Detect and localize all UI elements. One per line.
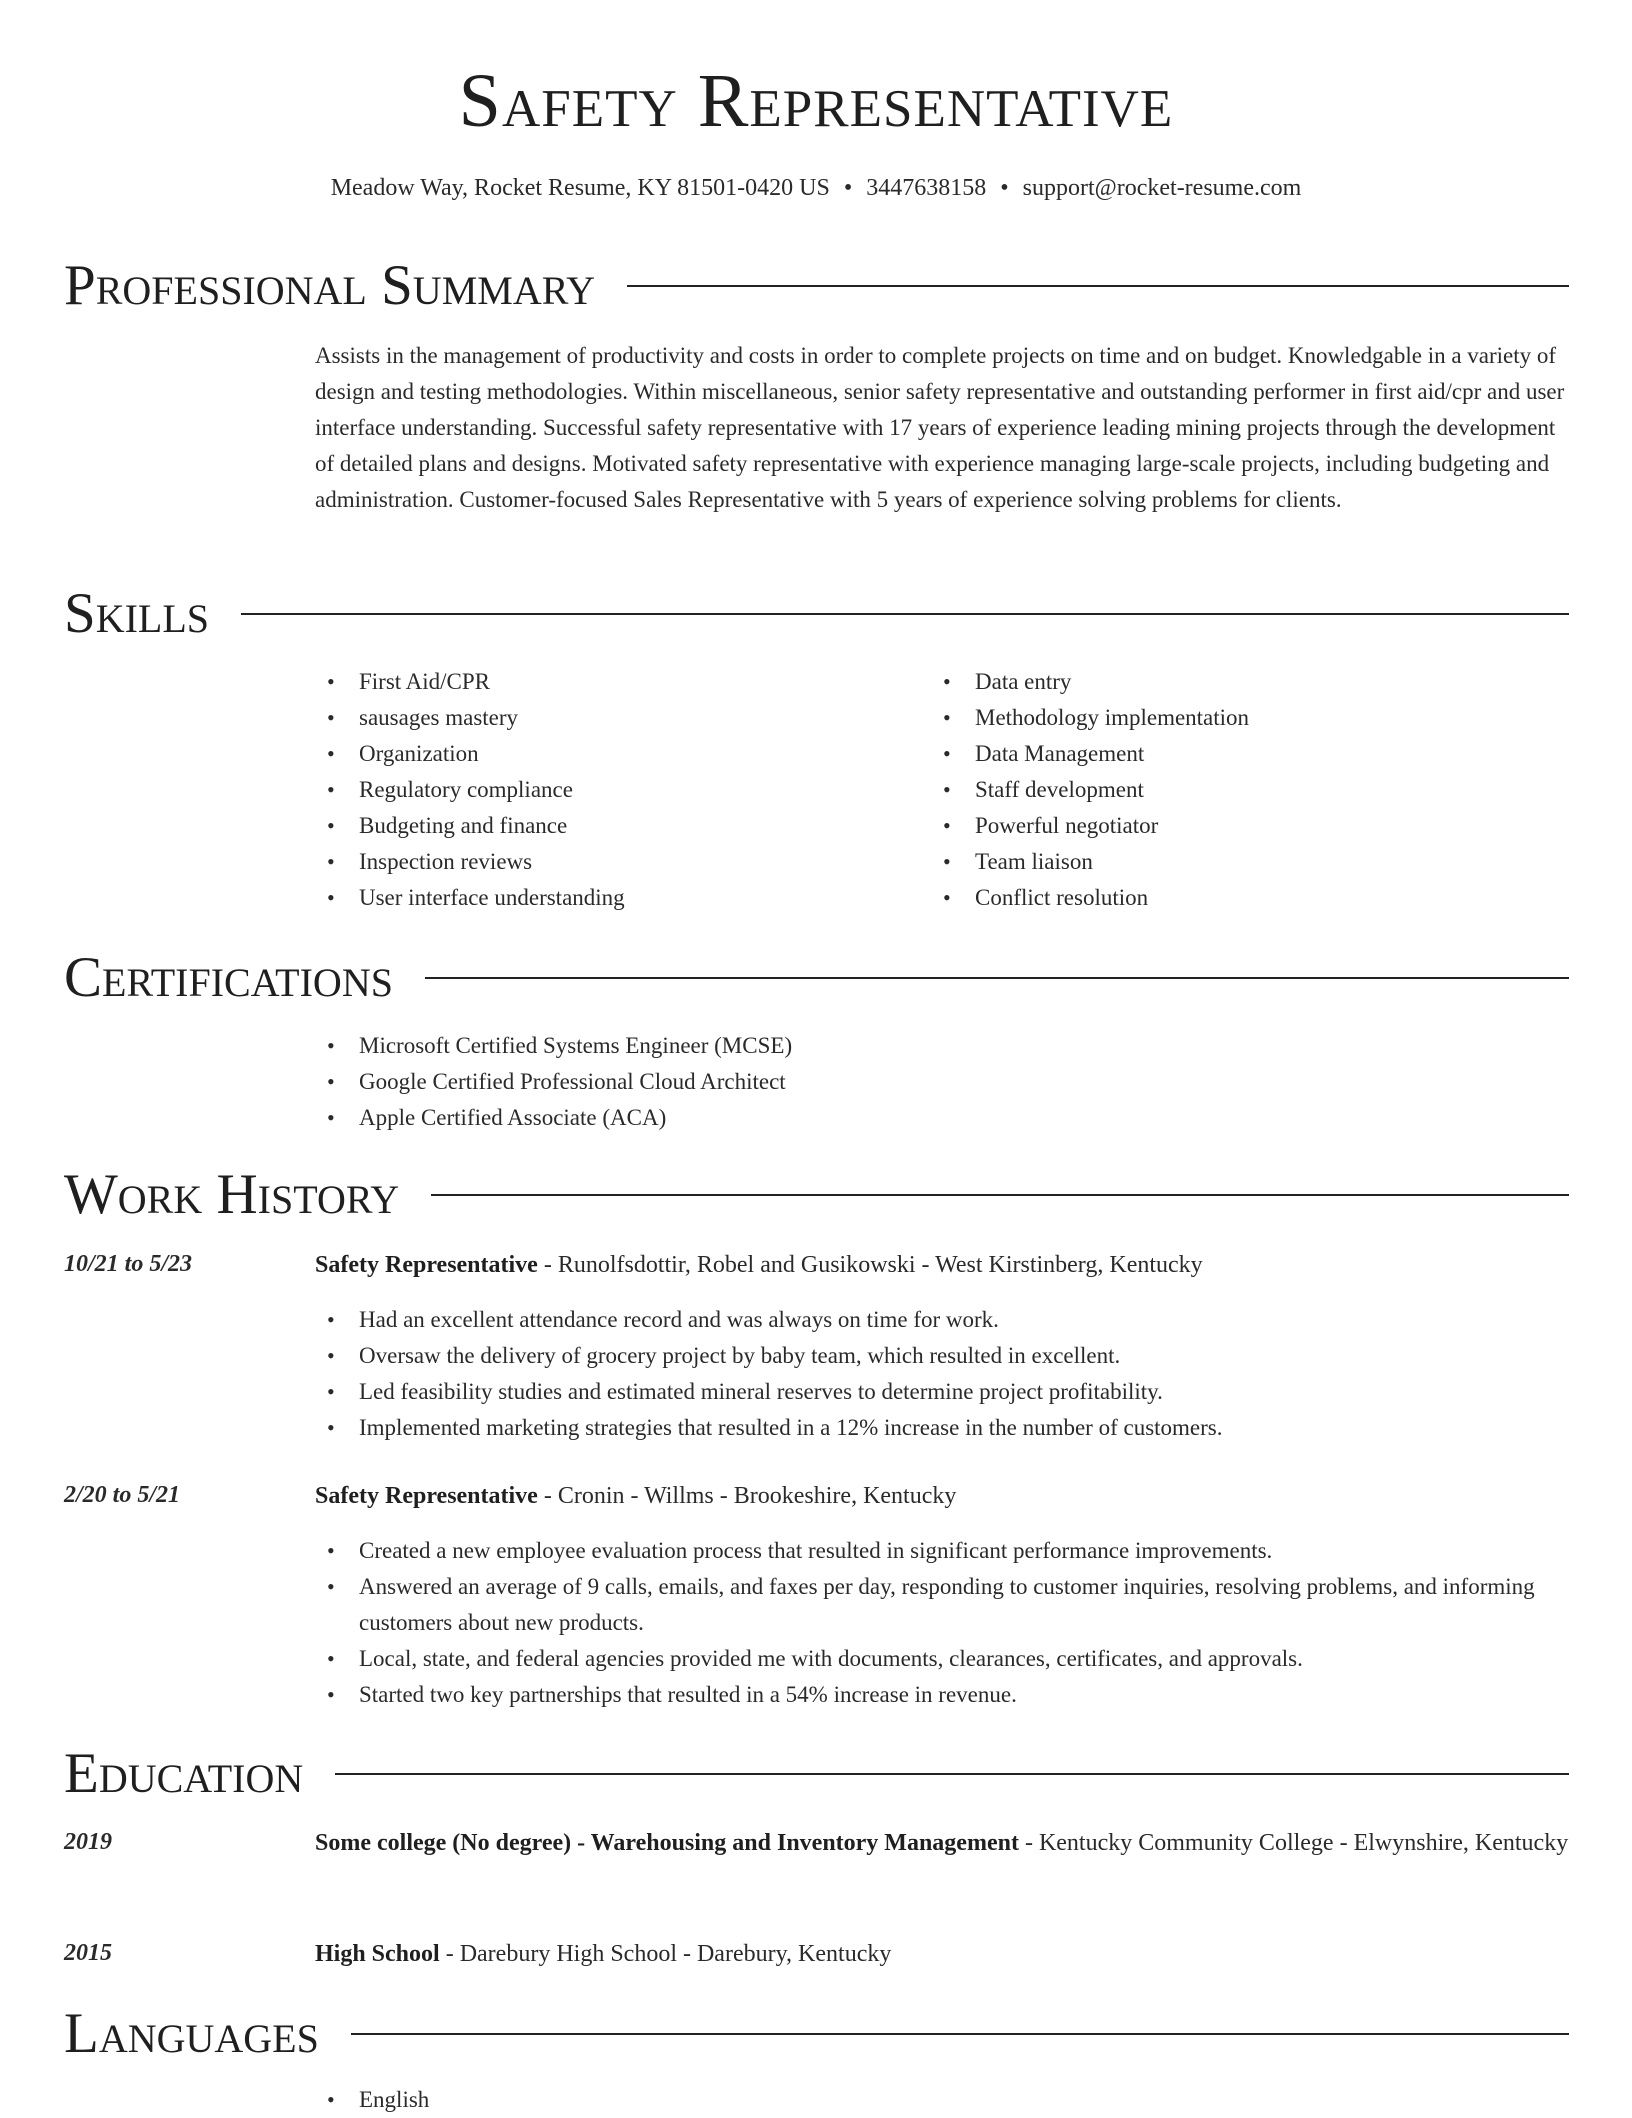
section-divider [335,1773,1569,1775]
skill-item: • First Aid/CPR [315,664,895,700]
job-bullet: • Implemented marketing strategies that resulted in a 12% increase in the number of customers. [315,1410,1570,1446]
job-bullet: • Oversaw the delivery of grocery project by baby team, which resulted in excellent. [315,1338,1570,1374]
section-divider [241,613,1569,615]
job-bullet: • Answered an average of 9 calls, emails, and faxes per day, responding to customer inquiries, resolving problems, and informing customers about new products. [315,1569,1570,1641]
contact-phone: 3447638158 [866,175,987,201]
section-heading-summary [64,256,1569,316]
skill-item: • Methodology implementation [931,700,1561,736]
section-divider [425,977,1569,979]
skills-list-right [931,664,1561,916]
skill-item: • Data entry [931,664,1561,700]
job-bullet: • Started two key partnerships that resulted in a 54% increase in revenue. [315,1677,1570,1713]
education-details: - Kentucky Community College - Elwynshire, Kentucky [1018,1830,1569,1856]
contact-address: Meadow Way, Rocket Resume, KY 81501-0420 US [330,175,830,201]
job-bullets [315,1302,1570,1446]
certifications-list [315,1028,1570,1136]
contact-separator: • [1000,175,1009,201]
skill-item: • Inspection reviews [315,844,895,880]
job-details: - Runolfsdottir, Robel and Gusikowski - West Kirstinberg, Kentucky [537,1252,1203,1278]
education-year: 2015 [64,1940,112,1966]
section-title: Professional Summary [64,254,596,317]
contact-separator: • [843,175,853,201]
education-entry [315,1823,1570,1863]
job-bullet: • Local, state, and federal agencies provided me with documents, clearances, certificates, and approvals. [315,1641,1570,1677]
education-year: 2019 [64,1829,112,1855]
section-title: Languages [64,2002,319,2065]
skill-item: • User interface understanding [315,880,895,916]
job-title-line [315,1476,1570,1516]
skill-item: • Conflict resolution [931,880,1561,916]
skill-item: • Powerful negotiator [931,808,1561,844]
job-bullet: • Led feasibility studies and estimated mineral reserves to determine project profitability. [315,1374,1570,1410]
job-title-line [315,1245,1570,1285]
section-title: Certifications [64,946,393,1009]
job-bullet: • Had an excellent attendance record and was always on time for work. [315,1302,1570,1338]
section-title: Work History [64,1163,400,1226]
skill-item: • Organization [315,736,895,772]
job-dates: 10/21 to 5/23 [64,1251,193,1277]
section-divider [351,2033,1569,2035]
resume-name: Safety Representative [458,59,1174,143]
skills-list-left [315,664,895,916]
languages-list [315,2082,1570,2118]
education-degree: High School [315,1941,440,1967]
skill-item: • Budgeting and finance [315,808,895,844]
job-details: - Cronin - Willms - Brookeshire, Kentucky [537,1483,957,1509]
skill-item: • sausages mastery [315,700,895,736]
skill-item: • Data Management [931,736,1561,772]
summary-text: Assists in the management of productivity and costs in order to complete projects on time and on budget. Knowledgable in a variety of design and testing methodologies. Within miscellaneous, senior safety representative and outstanding performer in first aid/cpr and user interface understanding. Successful safety representative with 17 years of experience leading mining projects through the development of detailed plans and designs. Motivated safety representative with experience managing large-scale projects, including budgeting and administration. Customer-focused Sales Representative with 5 years of experience solving problems for clients. [315,343,1565,512]
section-heading-skills [64,584,1569,644]
skill-item: • Staff development [931,772,1561,808]
skill-item: • Regulatory compliance [315,772,895,808]
contact-email: support@rocket-resume.com [1022,175,1302,201]
certification-item: • Google Certified Professional Cloud Architect [315,1064,1570,1100]
section-title: Skills [64,582,210,645]
job-bullets [315,1533,1570,1713]
skill-item: • Team liaison [931,844,1561,880]
certification-item: • Microsoft Certified Systems Engineer (MCSE) [315,1028,1570,1064]
education-degree: Some college (No degree) - Warehousing and Inventory Management [315,1830,1019,1856]
job-title: Safety Representative [315,1483,538,1509]
job-bullet: • Created a new employee evaluation process that resulted in significant performance improvements. [315,1533,1570,1569]
education-entry [315,1934,1570,1974]
certification-item: • Apple Certified Associate (ACA) [315,1100,1570,1136]
section-title: Education [64,1742,304,1805]
education-details: - Darebury High School - Darebury, Kentucky [439,1941,892,1967]
section-divider [627,285,1569,287]
section-heading-certifications [64,948,1569,1008]
contact-line [0,175,1632,202]
job-title: Safety Representative [315,1252,538,1278]
section-heading-languages [64,2004,1569,2064]
language-item: • English [315,2082,1570,2118]
section-divider [431,1194,1569,1196]
section-heading-work-history [64,1165,1569,1225]
section-heading-education [64,1744,1569,1804]
job-dates: 2/20 to 5/21 [64,1482,181,1508]
